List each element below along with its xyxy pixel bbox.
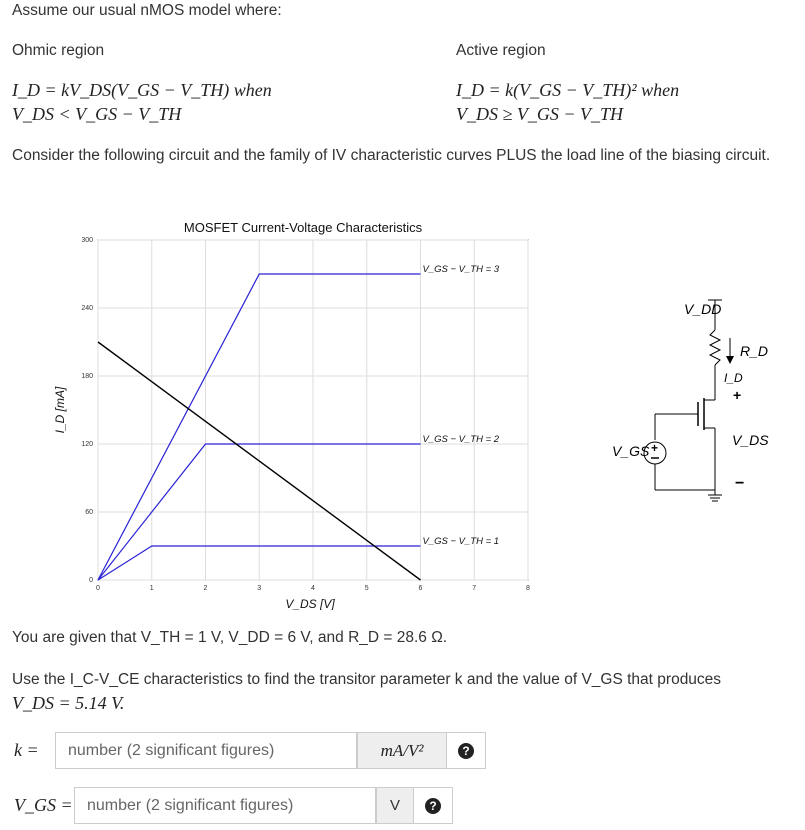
resistor-rd	[710, 330, 720, 365]
y-axis-label: I_D [mA]	[53, 386, 67, 434]
current-arrow-icon	[726, 356, 734, 364]
series-label-1: V_GS − V_TH = 1	[422, 536, 500, 547]
y-tick-label: 300	[81, 237, 93, 244]
question-icon: ?	[425, 798, 441, 814]
x-tick-label: 6	[418, 585, 423, 592]
svg-text:+: +	[651, 441, 659, 455]
active-equation: I_D = k(V_GS − V_TH)² when	[456, 80, 680, 100]
intro-text: Assume our usual nMOS model where:	[12, 2, 282, 19]
k-help-button[interactable]	[446, 732, 486, 769]
iv-characteristics-chart	[40, 210, 540, 610]
ohmic-equation: I_D = kV_DS(V_GS − V_TH) when	[12, 80, 272, 100]
rd-label: R_D	[740, 343, 769, 359]
x-tick-label: 1	[149, 585, 154, 592]
k-unit: mA/V²	[357, 732, 447, 769]
series-label-2: V_GS − V_TH = 2	[422, 434, 500, 445]
x-tick-label: 8	[526, 585, 530, 592]
x-tick-label: 5	[364, 585, 369, 592]
y-tick-label: 180	[81, 373, 93, 380]
chart-title: MOSFET Current-Voltage Characteristics	[183, 220, 423, 235]
task-line-1: Use the I_C-V_CE characteristics to find the transitor parameter k and the value of V_GS that produces	[12, 671, 722, 688]
vgs-help-button[interactable]	[413, 787, 453, 824]
vds-minus: −	[735, 475, 745, 492]
series-label-3: V_GS − V_TH = 3	[422, 264, 500, 275]
active-condition: V_DS ≥ V_GS − V_TH	[456, 104, 624, 124]
vgs-input-box	[74, 787, 376, 824]
task-line-2: V_DS = 5.14 V.	[12, 693, 125, 713]
x-tick-label: 7	[472, 585, 477, 592]
y-tick-label: 120	[81, 441, 93, 448]
vgs-unit: V	[376, 787, 414, 824]
vdd-label: V_DD	[684, 301, 722, 317]
y-tick-label: 60	[85, 509, 93, 516]
vds-label: V_DS	[732, 432, 769, 448]
k-input[interactable]	[56, 733, 356, 768]
consider-text: Consider the following circuit and the family of IV characteristic curves PLUS the load line of the biasing circuit.	[12, 147, 771, 164]
bias-circuit-diagram	[600, 290, 790, 520]
x-axis-label: V_DS [V]	[285, 597, 335, 610]
ohmic-condition: V_DS < V_GS − V_TH	[12, 104, 182, 124]
y-tick-label: 240	[81, 305, 93, 312]
x-tick-label: 2	[203, 585, 208, 592]
active-heading: Active region	[456, 42, 546, 59]
question-icon: ?	[458, 743, 474, 759]
id-label: I_D	[724, 371, 743, 385]
y-tick-label: 0	[89, 577, 93, 584]
x-tick-label: 3	[257, 585, 262, 592]
k-input-box	[55, 732, 357, 769]
vgs-label: V_GS	[612, 443, 650, 459]
ohmic-heading: Ohmic region	[12, 42, 105, 59]
vds-plus: +	[733, 387, 742, 403]
x-tick-label: 4	[311, 585, 315, 592]
k-label: k =	[14, 740, 39, 760]
vgs-input[interactable]	[75, 788, 375, 823]
x-tick-label: 0	[96, 585, 100, 592]
given-text: You are given that V_TH = 1 V, V_DD = 6 V, and R_D = 28.6 Ω.	[12, 629, 448, 646]
vgs-answer-label: V_GS =	[14, 795, 73, 815]
